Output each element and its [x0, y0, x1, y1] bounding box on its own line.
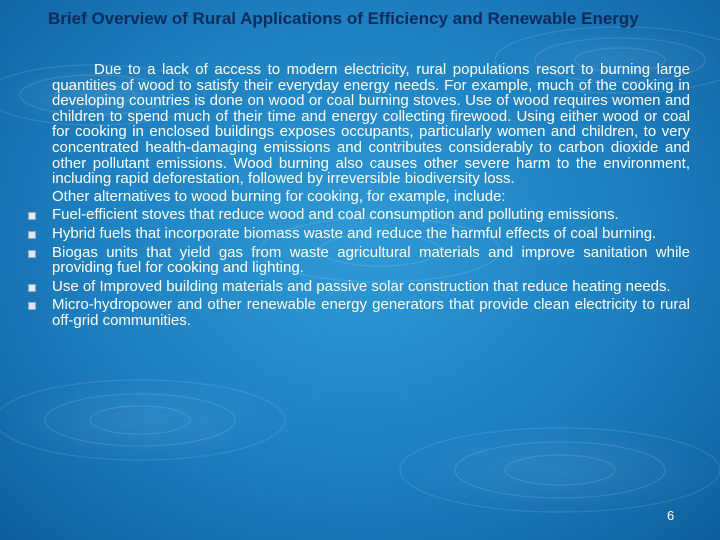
- list-item-text: Use of Improved building materials and passive solar construction that reduce heating needs.: [52, 277, 671, 295]
- list-item: [28, 207, 690, 223]
- list-item-text: Hybrid fuels that incorporate biomass waste and reduce the harmful effects of coal burning.: [52, 224, 657, 242]
- alternatives-lead: Other alternatives to wood burning for cooking, for example, include:: [52, 187, 506, 205]
- square-bullet-icon: [28, 212, 36, 220]
- list-item: [28, 226, 690, 242]
- list-item-text: Micro-hydropower and other renewable energy generators that provide clean electricity to rural off-grid communities.: [52, 296, 690, 329]
- list-item-text: Fuel-efficient stoves that reduce wood and coal consumption and polluting emissions.: [52, 206, 619, 224]
- alternatives-list: [28, 207, 690, 328]
- slide-title: Brief Overview of Rural Applications of Efficiency and Renewable Energy: [48, 9, 639, 28]
- list-item: [28, 245, 690, 276]
- square-bullet-icon: [28, 284, 36, 292]
- page-number: 6: [667, 508, 675, 523]
- list-item: [28, 297, 690, 328]
- square-bullet-icon: [28, 302, 36, 310]
- list-item-text: Biogas units that yield gas from waste agricultural materials and improve sanitation while providing fuel for cooking and lighting.: [52, 243, 690, 277]
- square-bullet-icon: [28, 231, 36, 239]
- slide-body: [28, 62, 690, 329]
- list-item: [28, 279, 690, 295]
- square-bullet-icon: [28, 250, 36, 258]
- intro-paragraph: Due to a lack of access to modern electricity, rural populations resort to burning large quantities of wood to satisfy their everyday energy needs. For example, much of the cooking in developing countries is done on wood or coal burning stoves. Use of wood requires women and children to spend much of their time and energy collecting firewood. Using either wood or coal for cooking in enclosed buildings exposes occupants, particularly women and children, to very concentrated health-damaging emissions and contributes considerably to carbon dioxide and other pollutant emissions. Wood burning also causes other severe harm to the environment, including rapid deforestation, followed by irreversible biodiversity loss.: [52, 61, 690, 188]
